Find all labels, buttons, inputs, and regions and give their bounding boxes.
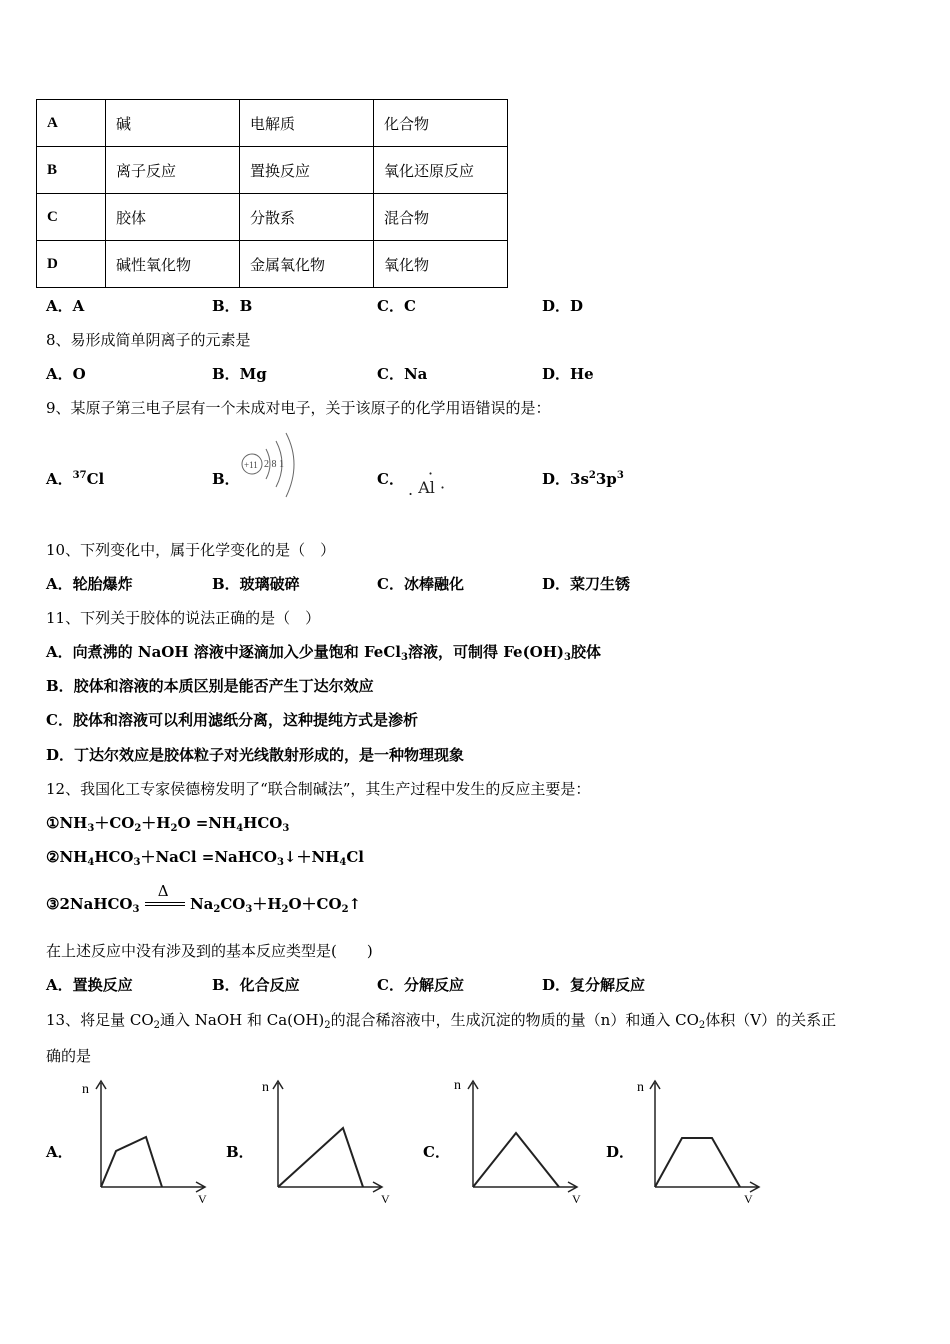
mass-number: 37 (72, 470, 87, 481)
y-axis-label: n (82, 1082, 89, 1097)
cell: 氧化物 (374, 241, 508, 288)
x-axis-label: V (381, 1192, 390, 1205)
cell: 胶体 (106, 194, 240, 241)
subscript: 3 (564, 652, 571, 663)
q12-option-d[interactable]: D．复分解反应 (542, 976, 646, 994)
cell: 混合物 (374, 194, 508, 241)
atom-structure-diagram (236, 427, 306, 505)
graph-b (255, 1075, 395, 1205)
q8-option-a[interactable]: A．O (46, 365, 86, 383)
q9-option-b-label[interactable]: B． (212, 470, 240, 488)
superscript: 3 (616, 470, 624, 481)
q10-option-d[interactable]: D．菜刀生锈 (542, 575, 631, 593)
q10-option-c[interactable]: C．冰棒融化 (377, 575, 464, 593)
nucleus-charge: +11 (244, 460, 258, 470)
cell: 离子反应 (106, 147, 240, 194)
table-row (37, 194, 508, 241)
curve (278, 1128, 363, 1187)
curve (473, 1133, 559, 1187)
q7-option-a[interactable]: A．A (46, 297, 85, 315)
q11-option-d[interactable]: D．丁达尔效应是胶体粒子对光线散射形成的，是一种物理现象 (46, 746, 465, 764)
row-key: C (37, 194, 106, 241)
q12-stem: 12、我国化工专家侯德榜发明了“联合制碱法”，其生产过程中发生的反应主要是： (46, 780, 591, 798)
q7-option-c[interactable]: C．C (377, 297, 416, 315)
cell: 碱性氧化物 (106, 241, 240, 288)
orbital-3p: 3p (595, 470, 617, 488)
reaction-2: $②NH_4HCO_3+NaCl$ $=NaHCO_3↓+NH_4Cl$ (46, 848, 364, 868)
element-symbol: Al (418, 478, 435, 497)
classification-table (36, 99, 508, 288)
reaction-1: $①NH_3+CO_2+H_2O =NH_4HCO_3$ (46, 814, 290, 834)
subscript: 3 (401, 652, 408, 663)
shell-electrons: 2 8 1 (264, 459, 284, 470)
graph-a (78, 1075, 218, 1205)
q11-option-b[interactable]: B．胶体和溶液的本质区别是能否产生丁达尔效应 (46, 677, 374, 695)
q7-option-b[interactable]: B．B (212, 297, 253, 315)
q8-stem: 8、易形成简单阴离子的元素是 (46, 331, 251, 349)
reaction-3: ③2NaHCO$_3$ Δ $Na_2CO_3+H_2O+CO_2↑$ (46, 882, 362, 915)
electron-dot-al: . Al · · (408, 464, 446, 499)
cell: 分散系 (240, 194, 374, 241)
x-axis-label: V (572, 1192, 581, 1205)
q8-option-b[interactable]: B．Mg (212, 365, 267, 383)
q11-option-c[interactable]: C．胶体和溶液可以利用滤纸分离，这种提纯方式是渗析 (46, 711, 418, 729)
q12-option-a[interactable]: A．置换反应 (46, 976, 133, 994)
curve (101, 1137, 162, 1187)
shell-arc (286, 433, 294, 497)
q7-option-d[interactable]: D．D (542, 297, 584, 315)
delta-symbol: Δ (157, 882, 169, 900)
cell: 碱 (106, 100, 240, 147)
graph-c (450, 1073, 590, 1205)
q13-option-c-label[interactable]: C． (423, 1143, 450, 1161)
cell: 电解质 (240, 100, 374, 147)
text: 溶液，可制得 Fe(OH) (407, 643, 564, 661)
superscript: 2 (588, 470, 596, 481)
table-row (37, 147, 508, 194)
q12-option-b[interactable]: B．化合反应 (212, 976, 300, 994)
q11-option-a[interactable] (46, 641, 601, 663)
text: A．向煮沸的 NaOH 溶液中逐滴加入少量饱和 FeCl (46, 643, 401, 661)
q10-stem: 10、下列变化中，属于化学变化的是（ ） (46, 541, 336, 559)
row-key: B (37, 147, 106, 194)
x-axis-label: V (198, 1192, 207, 1205)
element-symbol: Cl (86, 470, 105, 488)
y-axis-label: n (454, 1078, 461, 1093)
q13-stem-line2: 确的是 (46, 1047, 92, 1065)
y-axis-label: n (637, 1080, 644, 1095)
row-key: A (37, 100, 106, 147)
q13-option-d-label[interactable]: D． (606, 1143, 635, 1161)
q10-option-a[interactable]: A．轮胎爆炸 (46, 575, 133, 593)
q9-option-c-label[interactable]: C． (377, 470, 404, 488)
q13-option-a-label[interactable]: A． (46, 1143, 73, 1161)
y-axis-label: n (262, 1080, 269, 1095)
table-row (37, 100, 508, 147)
graph-d (632, 1075, 772, 1205)
q9-stem: 9、某原子第三电子层有一个未成对电子，关于该原子的化学用语错误的是： (46, 399, 551, 417)
q10-option-b[interactable]: B．玻璃破碎 (212, 575, 300, 593)
q9-option-a[interactable] (46, 468, 104, 489)
cell: 氧化还原反应 (374, 147, 508, 194)
orbital-3s: 3s (570, 470, 589, 488)
cell: 置换反应 (240, 147, 374, 194)
q8-option-c[interactable]: C．Na (377, 365, 428, 383)
q12-option-c[interactable]: C．分解反应 (377, 976, 464, 994)
text: 胶体 (570, 643, 601, 661)
table-row (37, 241, 508, 288)
cell: 金属氧化物 (240, 241, 374, 288)
q13-option-b-label[interactable]: B． (226, 1143, 254, 1161)
option-label: A． (46, 470, 73, 488)
x-axis-label: V (744, 1192, 753, 1205)
heating-equals-sign (145, 882, 185, 906)
q8-option-d[interactable]: D．He (542, 365, 594, 383)
option-label: D． (542, 470, 571, 488)
row-key: D (37, 241, 106, 288)
q13-stem: 13、将足量 $CO_2$通入 NaOH 和 $Ca(OH)_2$的混合稀溶液中，生成沉淀的物质的量（n）和通入 $CO_2$体积（V）的关系正 (46, 1011, 837, 1031)
curve (655, 1138, 740, 1187)
q12-question: 在上述反应中没有涉及到的基本反应类型是( ) (46, 942, 373, 960)
cell: 化合物 (374, 100, 508, 147)
q11-stem: 11、下列关于胶体的说法正确的是（ ） (46, 609, 321, 627)
q9-option-d[interactable] (542, 468, 624, 489)
